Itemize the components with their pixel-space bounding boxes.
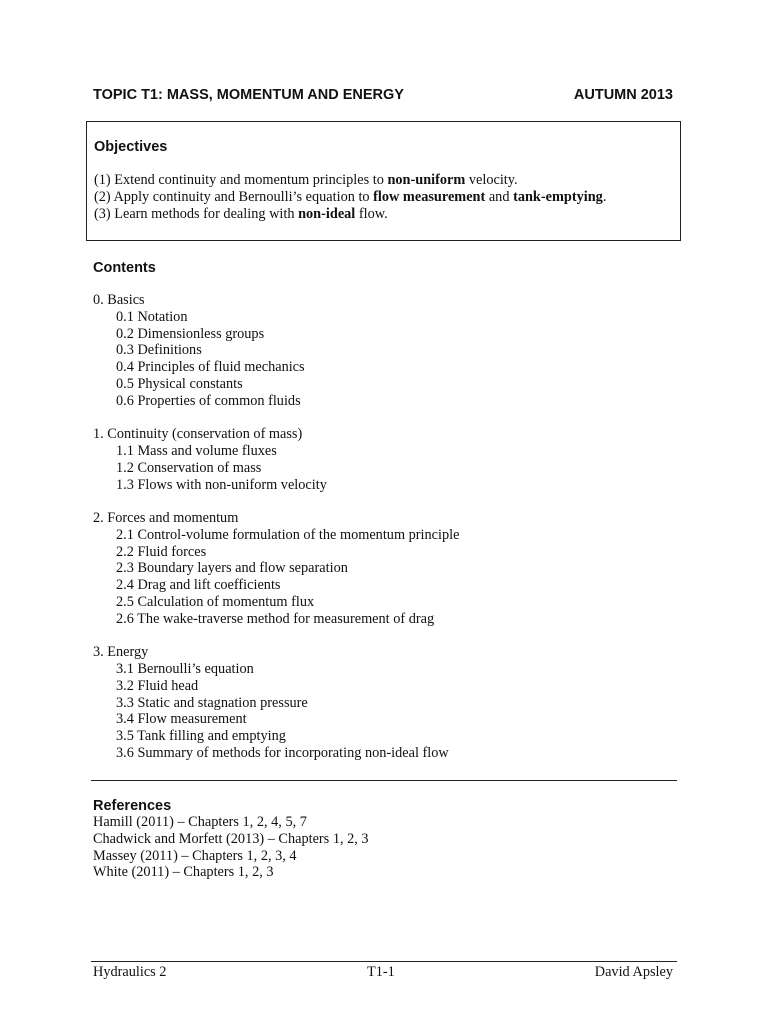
topic-title: TOPIC T1: MASS, MOMENTUM AND ENERGY <box>93 87 404 103</box>
subsection-item: 0.1 Notation <box>116 308 188 325</box>
objectives-title: Objectives <box>94 139 168 155</box>
reference-item: White (2011) – Chapters 1, 2, 3 <box>93 864 274 881</box>
contents-list <box>93 292 459 778</box>
subsection-item: 1.3 Flows with non-uniform velocity <box>116 476 327 493</box>
section-heading: 2. Forces and momentum <box>93 509 239 526</box>
subsection-item: 0.3 Definitions <box>116 342 202 359</box>
section-heading: 0. Basics <box>93 292 145 308</box>
contents-group <box>93 426 459 493</box>
section-heading: 1. Continuity (conservation of mass) <box>93 426 303 443</box>
reference-item: Massey (2011) – Chapters 1, 2, 3, 4 <box>93 847 297 864</box>
section-divider <box>91 780 677 781</box>
objective-item: (3) Learn methods for dealing with non-ideal flow. <box>94 206 388 222</box>
subsection-item: 2.1 Control-volume formulation of the momentum principle <box>116 526 460 543</box>
footer-divider <box>91 961 677 962</box>
subsection-item: 3.5 Tank filling and emptying <box>116 728 286 745</box>
subsection-item: 2.5 Calculation of momentum flux <box>116 593 315 610</box>
page-header <box>93 87 673 103</box>
contents-group <box>93 510 459 628</box>
term-label: AUTUMN 2013 <box>573 87 673 103</box>
contents-group <box>93 292 459 410</box>
section-heading: 3. Energy <box>93 644 149 661</box>
page-number: T1-1 <box>367 964 395 980</box>
subsection-item: 2.4 Drag and lift coefficients <box>116 577 281 594</box>
contents-group <box>93 644 459 762</box>
contents-title: Contents <box>93 260 156 276</box>
objectives-box <box>86 121 681 241</box>
references-title: References <box>93 798 172 814</box>
objective-item: (2) Apply continuity and Bernoulli’s equation to flow measurement and tank-emptying. <box>94 189 607 205</box>
author-name: David Apsley <box>594 964 673 980</box>
objective-item: (1) Extend continuity and momentum principles to non-uniform velocity. <box>94 172 518 188</box>
subsection-item: 1.1 Mass and volume fluxes <box>116 442 277 459</box>
reference-item: Chadwick and Morfett (2013) – Chapters 1, 2, 3 <box>93 830 369 847</box>
subsection-item: 3.3 Static and stagnation pressure <box>116 694 308 711</box>
subsection-item: 3.1 Bernoulli’s equation <box>116 660 254 677</box>
subsection-item: 3.2 Fluid head <box>116 677 199 694</box>
subsection-item: 2.3 Boundary layers and flow separation <box>116 560 348 577</box>
course-name: Hydraulics 2 <box>93 964 167 980</box>
subsection-item: 2.2 Fluid forces <box>116 543 207 560</box>
subsection-item: 0.5 Physical constants <box>116 375 243 392</box>
reference-item: Hamill (2011) – Chapters 1, 2, 4, 5, 7 <box>93 814 307 830</box>
subsection-item: 0.6 Properties of common fluids <box>116 392 301 409</box>
objectives-list <box>94 172 606 223</box>
subsection-item: 0.4 Principles of fluid mechanics <box>116 359 305 376</box>
subsection-item: 1.2 Conservation of mass <box>116 459 262 476</box>
subsection-item: 3.6 Summary of methods for incorporating non-ideal flow <box>116 744 449 761</box>
subsection-item: 0.2 Dimensionless groups <box>116 325 265 342</box>
subsection-item: 2.6 The wake-traverse method for measurement of drag <box>116 610 435 627</box>
references-list <box>93 814 369 881</box>
subsection-item: 3.4 Flow measurement <box>116 711 247 728</box>
